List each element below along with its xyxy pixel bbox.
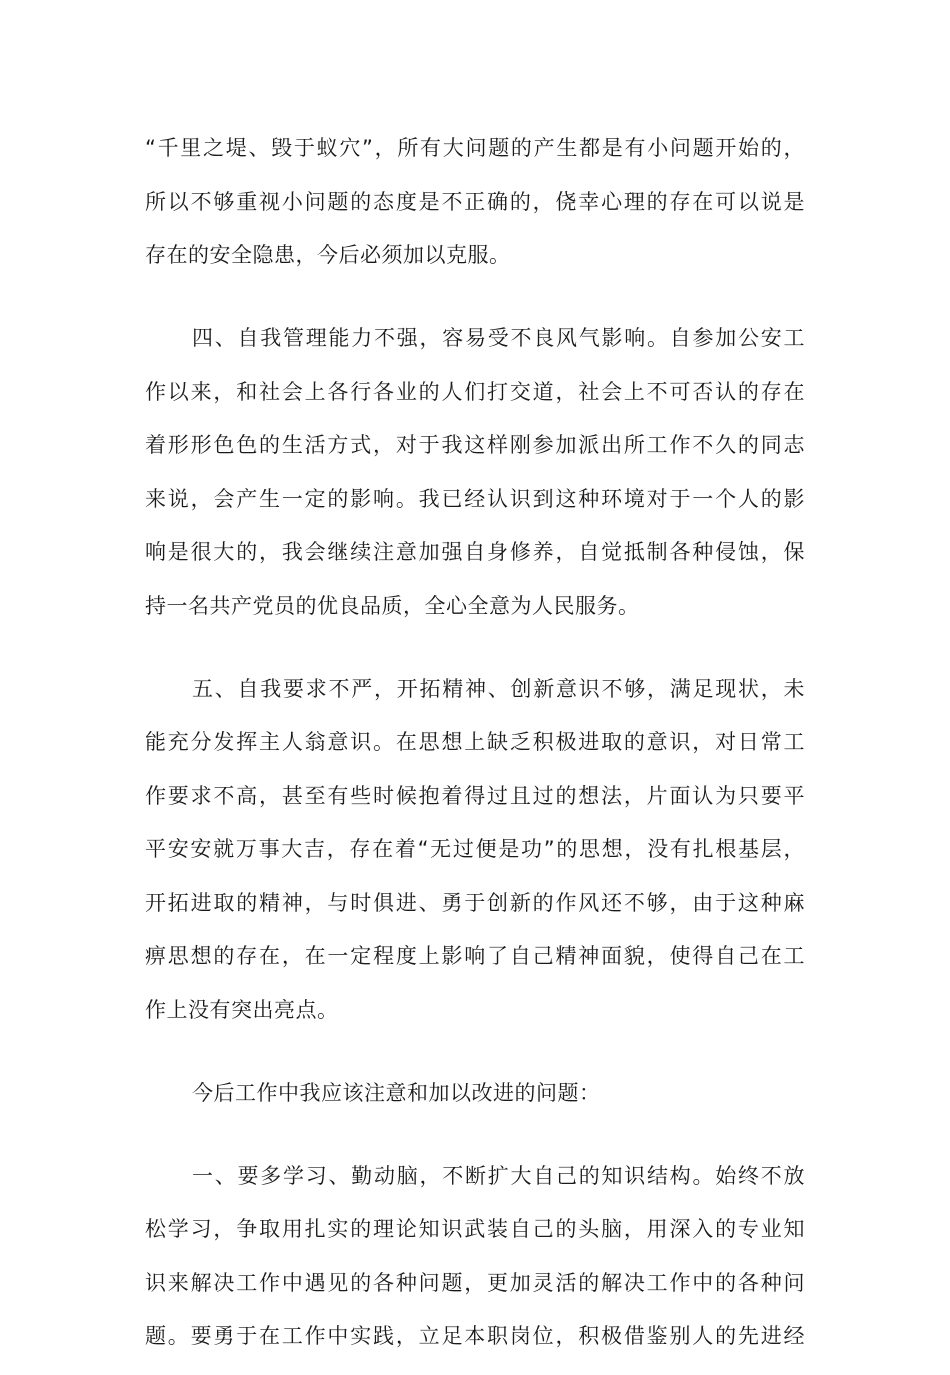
text-line: 开拓进取的精神，与时俱进、勇于创新的作风还不够，由于这种麻 (145, 890, 805, 915)
text-line: 来说，会产生一定的影响。我已经认识到这种环境对于一个人的影 (145, 486, 805, 511)
text-line: 四、自我管理能力不强，容易受不良风气影响。自参加公安工 (192, 326, 805, 350)
text-line: 痹思想的存在，在一定程度上影响了自己精神面貌，使得自己在工 (145, 944, 805, 968)
text-line: 作要求不高，甚至有些时候抱着得过且过的想法，片面认为只要平 (145, 783, 805, 808)
section-heading: 今后工作中我应该注意和加以改进的问题： (192, 1080, 601, 1105)
text-line: 题。要勇于在工作中实践，立足本职岗位，积极借鉴别人的先进经 (145, 1324, 805, 1348)
text-line: 识来解决工作中遇见的各种问题，更加灵活的解决工作中的各种问 (145, 1270, 805, 1295)
text-line: 所以不够重视小问题的态度是不正确的，侥幸心理的存在可以说是 (145, 189, 805, 214)
text-line: 作以来，和社会上各行各业的人们打交道，社会上不可否认的存在 (145, 379, 805, 404)
text-line: 平安安就万事大吉，存在着“无过便是功”的思想，没有扎根基层， (145, 837, 805, 861)
text-line: 着形形色色的生活方式，对于我这样刚参加派出所工作不久的同志 (145, 433, 805, 457)
text-line: 松学习，争取用扎实的理论知识武装自己的头脑，用深入的专业知 (145, 1217, 805, 1241)
text-line: “千里之堤、毁于蚁穴”，所有大问题的产生都是有小问题开始的， (145, 136, 805, 160)
text-line: 持一名共产党员的优良品质，全心全意为人民服务。 (145, 593, 640, 618)
document-body (145, 133, 805, 1375)
text-line: 一、要多学习、勤动脑，不断扩大自己的知识结构。始终不放 (192, 1163, 805, 1188)
text-line: 能充分发挥主人翁意识。在思想上缺乏积极进取的意识，对日常工 (145, 730, 805, 754)
paragraph-four (145, 323, 805, 621)
text-line: 作上没有突出亮点。 (145, 997, 339, 1022)
paragraph-five (145, 674, 805, 1025)
paragraph-one (145, 1161, 805, 1352)
text-line: 存在的安全隐患，今后必须加以克服。 (145, 243, 511, 267)
paragraph-heading (145, 1078, 805, 1108)
paragraph-continuation (145, 133, 805, 270)
text-line: 五、自我要求不严，开拓精神、创新意识不够，满足现状，未 (192, 676, 805, 701)
text-line: 响是很大的，我会继续注意加强自身修养，自觉抵制各种侵蚀，保 (145, 540, 805, 564)
